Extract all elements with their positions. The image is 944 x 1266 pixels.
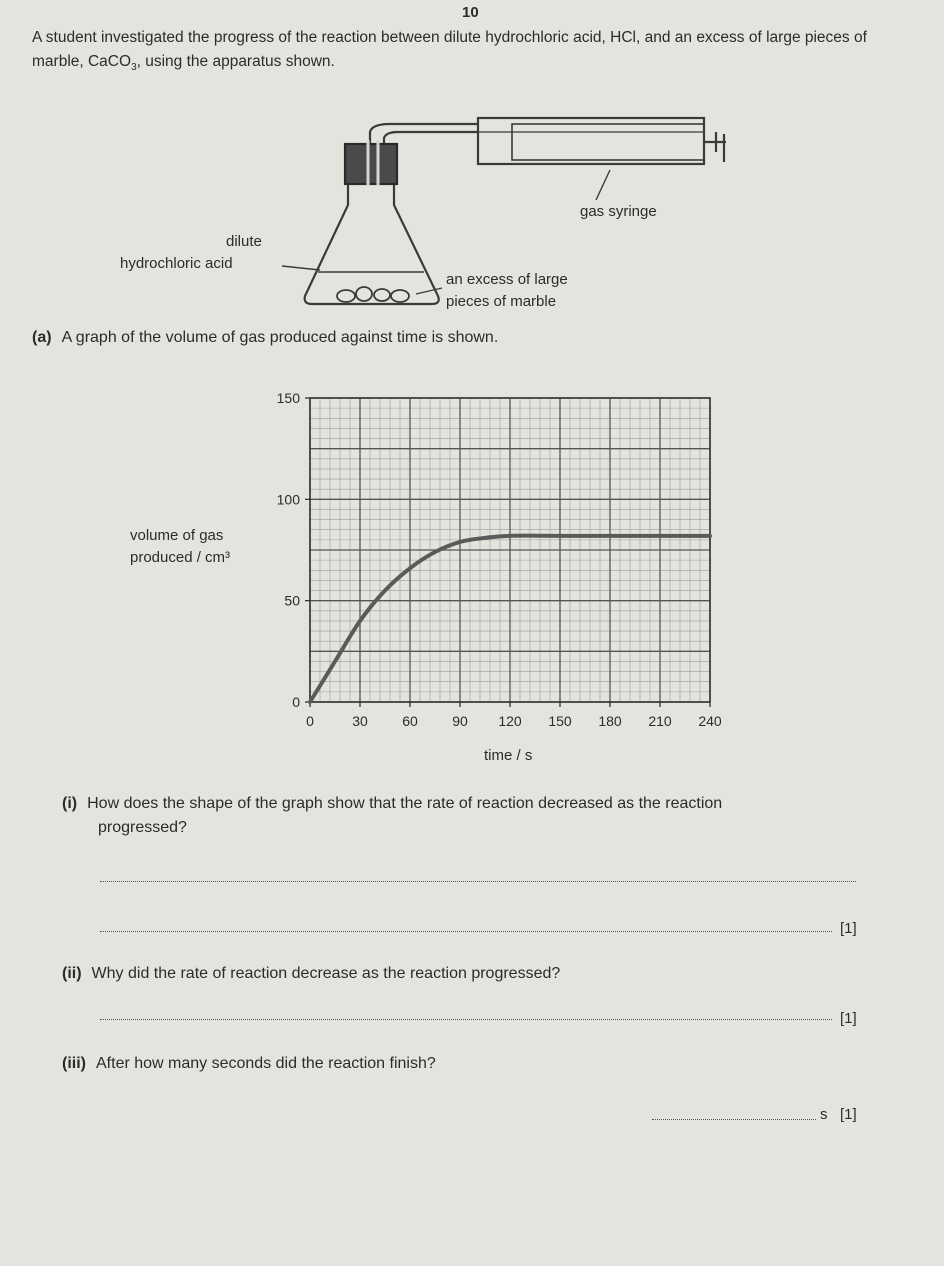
intro-text-after: , using the apparatus shown.	[136, 53, 335, 70]
mark-i: [1]	[840, 920, 857, 937]
x-tick-label: 240	[698, 713, 722, 729]
chart-ylabel-line2: produced / cm³	[130, 549, 231, 566]
answer-line-i-1[interactable]	[100, 880, 856, 882]
question-ii-number: (ii)	[62, 965, 82, 982]
part-a-label: (a)	[32, 329, 52, 346]
mark-ii: [1]	[840, 1010, 857, 1027]
question-iii	[62, 1052, 882, 1076]
x-tick-label: 180	[598, 713, 622, 729]
label-marble-line1: an excess of large	[446, 271, 568, 288]
question-i-text-line2: progressed?	[98, 819, 187, 836]
label-gas-syringe: gas syringe	[580, 203, 657, 220]
y-tick-label: 100	[276, 491, 300, 508]
x-tick-label: 30	[352, 713, 368, 729]
x-tick-label: 120	[498, 713, 522, 729]
label-acid-line2: hydrochloric acid	[120, 255, 233, 272]
y-tick-label: 150	[276, 390, 300, 406]
part-a-text: A graph of the volume of gas produced against time is shown.	[61, 329, 499, 346]
unit-iii: s	[820, 1106, 828, 1123]
question-i	[62, 792, 882, 840]
question-i-text: How does the shape of the graph show that the rate of reaction decreased as the reaction	[87, 795, 723, 812]
question-iii-number: (iii)	[62, 1055, 86, 1072]
x-tick-label: 150	[548, 713, 572, 729]
answer-line-iii[interactable]	[652, 1118, 816, 1120]
intro-text-before: A student investigated the progress of the reaction between dilute hydrochloric acid, HCl, and an excess of large pieces of marble, CaCO	[32, 29, 867, 70]
chart-ylabel-line1: volume of gas	[130, 527, 224, 544]
mark-iii: [1]	[840, 1106, 857, 1123]
y-tick-label: 0	[292, 694, 300, 710]
question-ii-text: Why did the rate of reaction decrease as the reaction progressed?	[91, 965, 561, 982]
answer-line-ii[interactable]	[100, 1018, 832, 1020]
x-tick-label: 90	[452, 713, 468, 729]
label-acid-line1: dilute	[226, 233, 262, 250]
question-i-number: (i)	[62, 795, 78, 812]
answer-line-i-2[interactable]	[100, 930, 832, 932]
x-tick-label: 0	[306, 713, 314, 729]
label-marble-line2: pieces of marble	[446, 293, 557, 310]
question-ii	[62, 962, 882, 986]
x-tick-label: 60	[402, 713, 418, 729]
question-iii-text: After how many seconds did the reaction finish?	[96, 1055, 436, 1072]
x-tick-label: 210	[648, 713, 672, 729]
y-tick-label: 50	[284, 592, 300, 609]
chart-xlabel: time / s	[484, 747, 533, 764]
chart-ticks	[277, 390, 722, 729]
intro-subscript: 3	[131, 62, 137, 74]
page-number: 10	[462, 4, 479, 21]
